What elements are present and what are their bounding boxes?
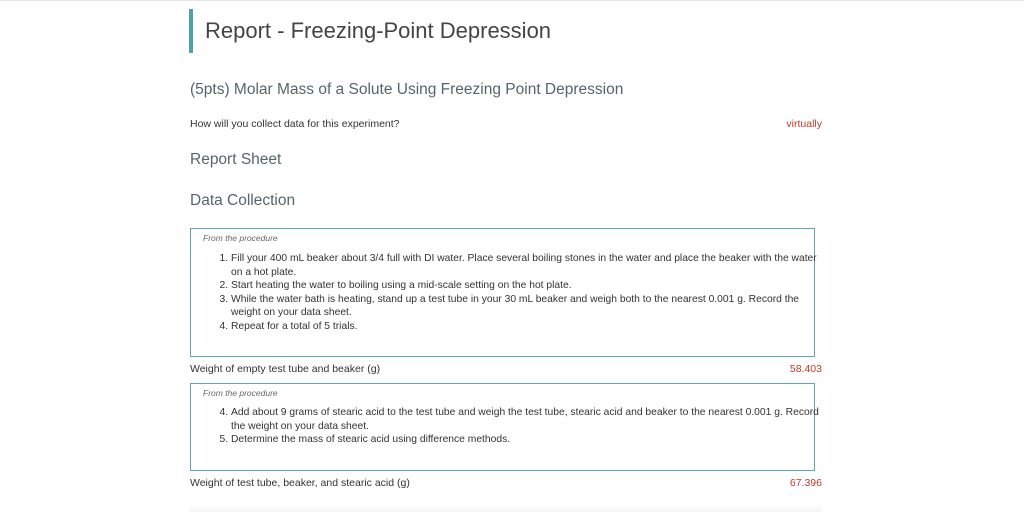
top-divider [0, 0, 1024, 1]
procedure-step: 4. Add about 9 grams of stearic acid to the test tube and weigh the test tube, stearic acid and beaker to the nearest 0.001 g. Record the weight on your data sheet. [231, 406, 821, 433]
data-row-label: Weight of test tube, beaker, and stearic acid (g) [190, 477, 410, 489]
content-cutoff [190, 505, 822, 512]
procedure-step: 4. Repeat for a total of 5 trials. [231, 320, 821, 334]
procedure-step: 1. Fill your 400 mL beaker about 3/4 full with DI water. Place several boiling stones in the water and place the beaker with the water on a hot plate. [231, 252, 821, 279]
procedure-steps [203, 406, 821, 447]
data-row-stearic-weight [190, 477, 822, 489]
section-heading: (5pts) Molar Mass of a Solute Using Freezing Point Depression [190, 81, 624, 98]
page-title: Report - Freezing-Point Depression [205, 18, 552, 43]
procedure-step: 5. Determine the mass of stearic acid using difference methods. [231, 433, 821, 447]
data-collection-heading: Data Collection [190, 192, 296, 209]
procedure-box-2 [190, 383, 819, 471]
procedure-box-1 [190, 228, 815, 357]
data-row-label: Weight of empty test tube and beaker (g) [190, 363, 381, 375]
data-row-value: 67.396 [789, 477, 822, 489]
data-row-value: 58.403 [789, 363, 822, 375]
question-answer: virtually [786, 118, 822, 130]
procedure-step: 3. While the water bath is heating, stand up a test tube in your 30 mL beaker and weigh both to the nearest 0.001 g. Record the weight on your data sheet. [231, 293, 821, 320]
question-text: How will you collect data for this experiment? [190, 118, 400, 130]
procedure-caption: From the procedure [203, 388, 278, 398]
title-accent-bar [189, 9, 193, 53]
procedure-caption: From the procedure [203, 233, 278, 243]
procedure-step: 2. Start heating the water to boiling using a mid-scale setting on the hot plate. [231, 279, 821, 293]
data-row-empty-weight [190, 363, 822, 375]
report-sheet-heading: Report Sheet [190, 151, 282, 168]
procedure-steps [203, 252, 821, 333]
question-row [190, 118, 822, 130]
